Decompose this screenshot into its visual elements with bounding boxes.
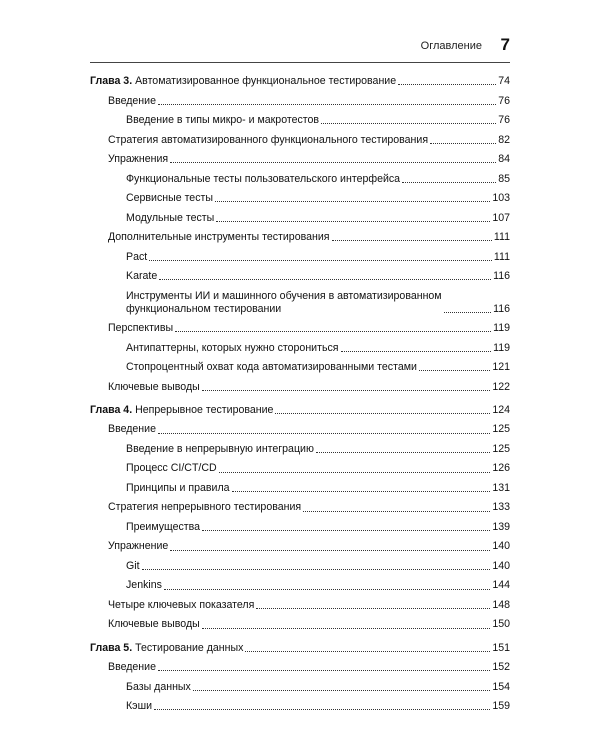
dot-leader bbox=[202, 628, 491, 629]
entry-title: Jenkins bbox=[126, 579, 162, 592]
toc-entry bbox=[90, 134, 510, 147]
entry-title: Сервисные тесты bbox=[126, 192, 213, 204]
chapter-label: Глава 5. bbox=[90, 641, 133, 654]
page-ref: 131 bbox=[492, 481, 510, 494]
dot-leader bbox=[170, 162, 496, 163]
toc-entry bbox=[90, 212, 510, 225]
page-ref: 159 bbox=[492, 700, 510, 713]
toc-entry bbox=[90, 251, 510, 264]
page-ref: 133 bbox=[492, 501, 510, 514]
dot-leader bbox=[332, 240, 492, 241]
page-ref: 154 bbox=[492, 680, 510, 693]
toc-entry bbox=[90, 661, 510, 674]
entry-title: Антипаттерны, которых нужно сторониться bbox=[126, 341, 339, 354]
page-ref: 84 bbox=[498, 153, 510, 165]
dot-leader bbox=[316, 452, 490, 453]
dot-leader bbox=[175, 331, 491, 332]
chapter-title: Непрерывное тестирование bbox=[135, 403, 274, 416]
dot-leader bbox=[275, 413, 490, 414]
header-page-number: 7 bbox=[500, 35, 510, 54]
page-ref: 119 bbox=[493, 341, 510, 354]
entry-title: Введение bbox=[108, 423, 156, 436]
dot-leader bbox=[232, 491, 491, 492]
page-ref: 126 bbox=[492, 462, 510, 475]
entry-title-line-1: Инструменты ИИ и машинного обучения в автоматизированном bbox=[126, 289, 442, 302]
toc-entry bbox=[90, 75, 510, 88]
page-ref: 144 bbox=[492, 579, 510, 592]
dot-leader bbox=[202, 390, 491, 391]
entry-title: Стопроцентный охват кода автоматизированными тестами bbox=[126, 361, 417, 374]
toc-entry bbox=[90, 361, 510, 374]
header-title: Оглавление bbox=[420, 40, 482, 52]
page-ref: 76 bbox=[498, 114, 510, 126]
page-ref: 111 bbox=[493, 231, 510, 243]
entry-title: Введение в типы микро- и макротестов bbox=[126, 114, 320, 126]
toc-entry bbox=[90, 462, 510, 475]
header-rule bbox=[90, 62, 510, 63]
page-ref: 107 bbox=[492, 211, 510, 224]
running-header bbox=[90, 36, 510, 58]
toc-entry bbox=[90, 443, 510, 456]
page-ref: 85 bbox=[498, 172, 510, 185]
page-ref: 151 bbox=[492, 641, 510, 654]
toc-entry bbox=[90, 540, 510, 553]
entry-title: Функциональные тесты пользовательского интерфейса bbox=[126, 172, 401, 185]
page-ref: 103 bbox=[492, 192, 510, 204]
entry-title: Дополнительные инструменты тестирования bbox=[108, 231, 330, 243]
entry-title: Введение bbox=[108, 661, 156, 674]
entry-title: Преимущества bbox=[126, 520, 201, 533]
toc-entry bbox=[90, 95, 510, 108]
toc-entry bbox=[90, 231, 510, 244]
page-ref: 119 bbox=[493, 322, 510, 335]
chapter-title: Автоматизированное функциональное тестирование bbox=[135, 75, 397, 87]
entry-title: Ключевые выводы bbox=[108, 380, 200, 393]
toc-entry bbox=[90, 700, 510, 713]
page-ref: 139 bbox=[492, 520, 510, 533]
toc-entry bbox=[90, 381, 510, 394]
toc-entry bbox=[90, 599, 510, 612]
toc-entry bbox=[90, 579, 510, 592]
toc-entry bbox=[90, 114, 510, 127]
toc-entry bbox=[90, 192, 510, 205]
page-ref: 82 bbox=[498, 133, 510, 146]
dot-leader bbox=[170, 550, 490, 551]
dot-leader bbox=[202, 530, 490, 531]
toc-entry bbox=[90, 482, 510, 495]
page-ref: 140 bbox=[492, 540, 510, 553]
table-of-contents bbox=[90, 75, 510, 723]
entry-title: Упражнение bbox=[108, 540, 169, 553]
page-ref: 76 bbox=[498, 94, 510, 107]
page-ref: 140 bbox=[492, 559, 510, 572]
dot-leader bbox=[303, 511, 490, 512]
toc-entry bbox=[90, 404, 510, 417]
toc-entry bbox=[90, 342, 510, 355]
chapter-title: Тестирование данных bbox=[135, 641, 244, 654]
dot-leader bbox=[142, 569, 491, 570]
toc-entry bbox=[90, 173, 510, 186]
page-ref: 116 bbox=[493, 270, 510, 282]
chapter-label: Глава 4. bbox=[90, 403, 133, 416]
page-ref: 125 bbox=[492, 423, 510, 436]
entry-title: Процесс CI/CT/CD bbox=[126, 462, 217, 475]
entry-title: Стратегия непрерывного тестирования bbox=[108, 501, 302, 514]
dot-leader bbox=[219, 472, 491, 473]
page-ref: 150 bbox=[492, 618, 510, 631]
dot-leader bbox=[164, 589, 490, 590]
dot-leader bbox=[158, 433, 490, 434]
dot-leader bbox=[193, 690, 490, 691]
dot-leader bbox=[149, 260, 492, 261]
chapter-3 bbox=[90, 75, 510, 394]
toc-entry bbox=[90, 423, 510, 436]
dot-leader bbox=[215, 201, 490, 202]
dot-leader bbox=[398, 84, 496, 85]
toc-entry bbox=[90, 681, 510, 694]
dot-leader bbox=[419, 370, 490, 371]
dot-leader bbox=[158, 670, 490, 671]
entry-title: Базы данных bbox=[126, 680, 191, 693]
page-ref: 121 bbox=[492, 361, 510, 374]
dot-leader bbox=[216, 221, 490, 222]
toc-entry bbox=[90, 642, 510, 655]
page-ref: 125 bbox=[492, 442, 510, 455]
entry-title bbox=[126, 290, 442, 316]
toc-entry bbox=[90, 322, 510, 335]
entry-title: Pact bbox=[126, 250, 148, 263]
entry-title: Принципы и правила bbox=[126, 481, 230, 494]
dot-leader bbox=[430, 143, 496, 144]
toc-entry bbox=[90, 560, 510, 573]
dot-leader bbox=[158, 104, 496, 105]
entry-title: Git bbox=[126, 559, 140, 572]
dot-leader bbox=[159, 279, 491, 280]
toc-entry bbox=[90, 618, 510, 631]
page-ref: 124 bbox=[492, 403, 510, 416]
entry-title: Кэши bbox=[126, 700, 152, 713]
page-ref: 148 bbox=[492, 598, 510, 611]
dot-leader bbox=[245, 651, 490, 652]
dot-leader bbox=[402, 182, 496, 183]
chapter-label: Глава 3. bbox=[90, 75, 133, 87]
entry-title: Четыре ключевых показателя bbox=[108, 598, 255, 611]
dot-leader bbox=[444, 312, 492, 313]
entry-title: Введение bbox=[108, 94, 156, 107]
entry-title-line-2: функциональном тестировании bbox=[126, 302, 282, 315]
toc-entry-multiline bbox=[90, 290, 510, 316]
toc-entry bbox=[90, 521, 510, 534]
entry-title: Модульные тесты bbox=[126, 211, 215, 224]
toc-entry bbox=[90, 270, 510, 283]
entry-title: Введение в непрерывную интеграцию bbox=[126, 442, 314, 455]
dot-leader bbox=[341, 351, 492, 352]
entry-title: Стратегия автоматизированного функционального тестирования bbox=[108, 133, 429, 146]
page-ref: 152 bbox=[492, 661, 510, 674]
dot-leader bbox=[256, 608, 490, 609]
entry-title: Ключевые выводы bbox=[108, 618, 200, 631]
dot-leader bbox=[321, 123, 496, 124]
entry-title: Перспективы bbox=[108, 322, 174, 335]
page-ref: 116 bbox=[493, 302, 510, 315]
dot-leader bbox=[154, 709, 490, 710]
toc-entry bbox=[90, 501, 510, 514]
page-ref: 122 bbox=[492, 380, 510, 393]
chapter-5 bbox=[90, 642, 510, 714]
page-ref: 74 bbox=[498, 75, 510, 87]
page-ref: 111 bbox=[493, 250, 510, 263]
entry-title: Упражнения bbox=[108, 153, 169, 165]
entry-title: Karate bbox=[126, 270, 158, 282]
chapter-4 bbox=[90, 404, 510, 632]
toc-entry bbox=[90, 153, 510, 166]
